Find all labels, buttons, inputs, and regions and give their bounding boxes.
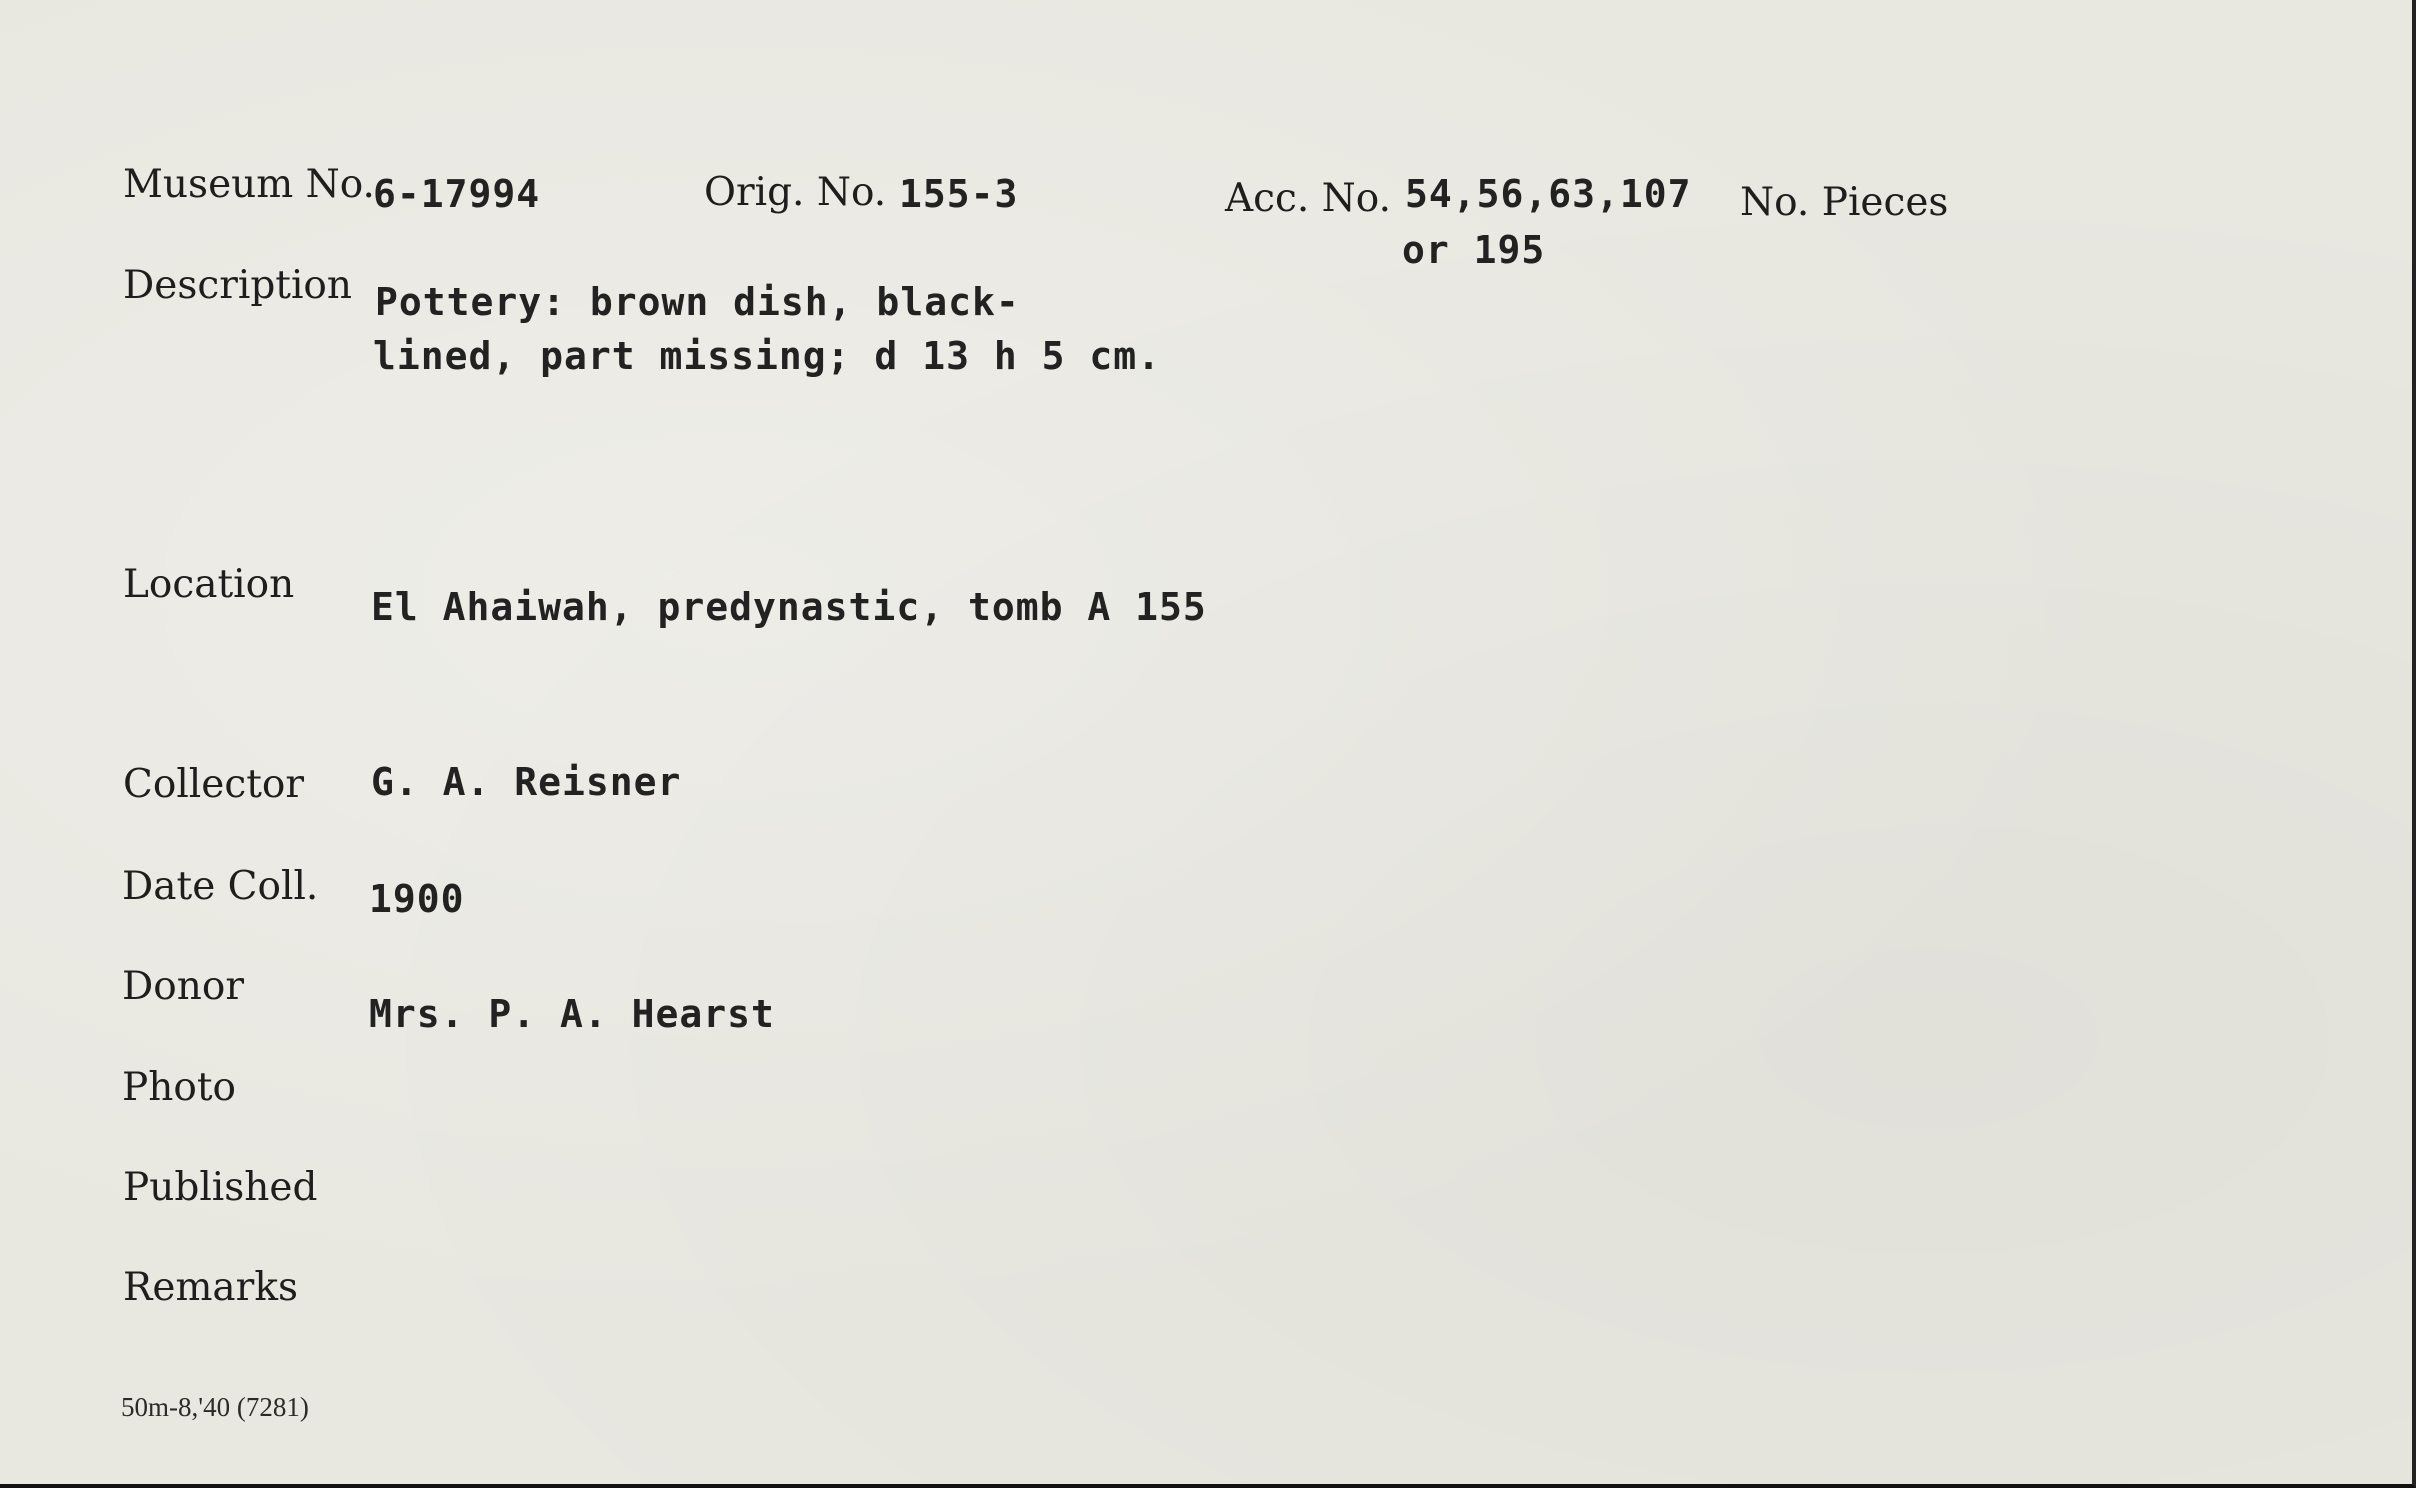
location-value: El Ahaiwah, predynastic, tomb A 155 <box>371 585 1207 629</box>
orig-no-label: Orig. No. <box>704 170 887 215</box>
acc-no-value-line2: or 195 <box>1402 228 1546 272</box>
acc-no-label: Acc. No. <box>1225 176 1391 221</box>
donor-label: Donor <box>122 964 244 1009</box>
donor-value: Mrs. P. A. Hearst <box>369 992 775 1036</box>
date-coll-label: Date Coll. <box>122 864 319 909</box>
description-label: Description <box>123 263 353 308</box>
acc-no-value-line1: 54,56,63,107 <box>1405 172 1692 216</box>
description-line2: lined, part missing; d 13 h 5 cm. <box>373 334 1161 378</box>
form-print-code: 50m-8,'40 (7281) <box>121 1392 309 1422</box>
museum-no-label: Museum No. <box>123 162 375 207</box>
no-pieces-label: No. Pieces <box>1740 180 1949 225</box>
description-line1: Pottery: brown dish, black- <box>375 280 1020 324</box>
museum-no-value: 6-17994 <box>373 172 541 216</box>
photo-label: Photo <box>122 1065 236 1110</box>
orig-no-value: 155-3 <box>899 172 1019 216</box>
remarks-label: Remarks <box>123 1265 298 1310</box>
collector-label: Collector <box>123 762 304 807</box>
location-label: Location <box>123 562 295 607</box>
published-label: Published <box>123 1165 318 1210</box>
date-coll-value: 1900 <box>369 877 465 921</box>
collector-value: G. A. Reisner <box>371 760 682 804</box>
